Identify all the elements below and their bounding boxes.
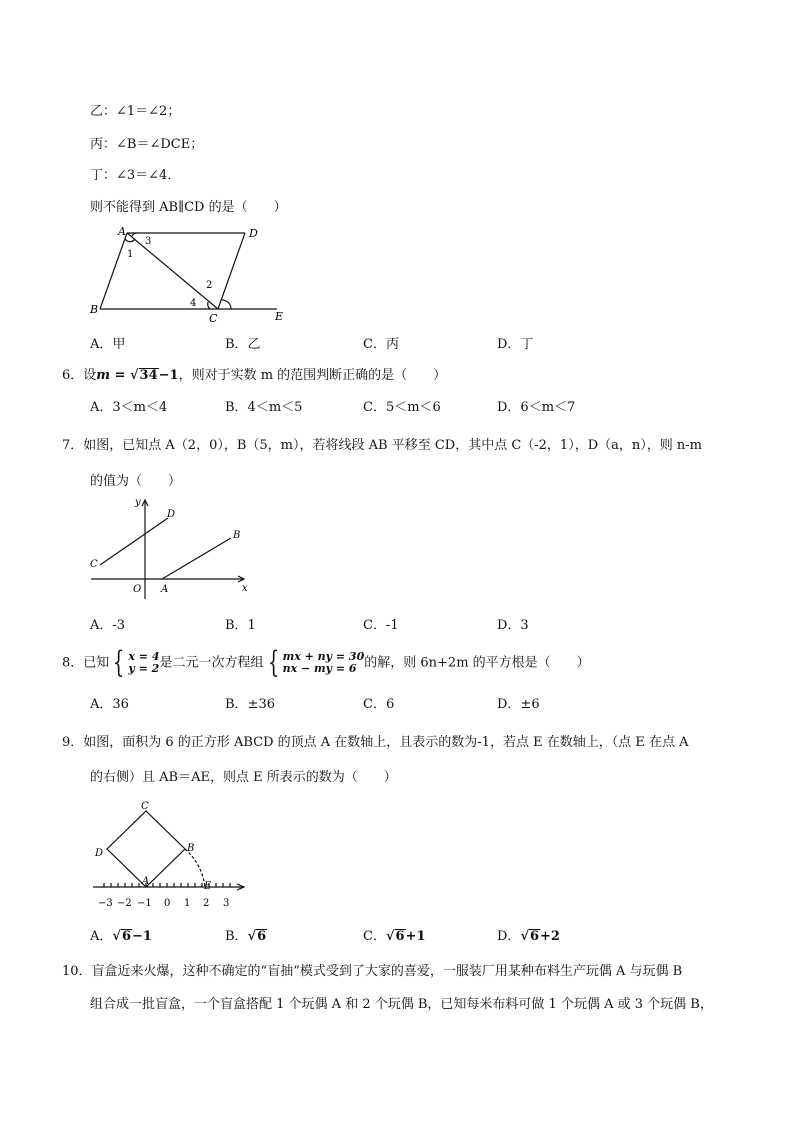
q6-stem-a: 设: [83, 368, 97, 383]
q9-tick-label: 3: [223, 898, 230, 909]
q8-equation-system: { mx + ny = 30 nx − my = 6: [267, 644, 365, 680]
q7-label-D: D: [167, 509, 176, 520]
q5-label-D: D: [249, 227, 258, 240]
q5-angle-2: 2: [206, 280, 213, 291]
q9-option-d[interactable]: D．√6+2: [497, 929, 560, 944]
q5-option-b[interactable]: B．乙: [225, 337, 261, 352]
condition-bing: 丙：∠B＝∠DCE；: [90, 137, 204, 152]
q8-option-d[interactable]: D．±6: [497, 697, 540, 712]
q8-known: 已知: [83, 655, 110, 671]
q8-sys1-row1: x = 4: [128, 649, 160, 663]
question-6-stem: 6．设m = √34−1，则对于实数 m 的范围判断正确的是（ ）: [62, 368, 447, 383]
q7-axis-y: y: [135, 497, 141, 508]
q5-option-d[interactable]: D．丁: [497, 337, 534, 352]
q7-label-A: A: [161, 584, 169, 595]
q9-label-C: C: [141, 801, 149, 812]
question-10-line1: 10．盲盒近来火爆，这种不确定的“盲抽”模式受到了大家的喜爱，一服装厂用某种布料生产玩偶 A 与玩偶 B: [62, 964, 683, 979]
q9-label-B: B: [187, 843, 195, 854]
q8-option-c[interactable]: C．6: [363, 697, 395, 712]
q6-option-b[interactable]: B．4＜m＜5: [225, 400, 303, 415]
q9-option-b[interactable]: B．√6: [225, 929, 267, 944]
q8-option-b[interactable]: B．±36: [225, 697, 275, 712]
q8-sys1-row2: y = 2: [128, 661, 160, 675]
q6-radicand: 34: [139, 368, 158, 383]
q9-tick-label: −1: [137, 898, 152, 909]
question-10-line2: 组合成一批盲盒，一个盲盒搭配 1 个玩偶 A 和 2 个玩偶 B，已知每米布料可做 1 个玩偶 A 或 3 个玩偶 B，: [90, 997, 713, 1012]
q6-stem-b: ，则对于实数 m 的范围判断正确的是（ ）: [178, 368, 447, 383]
question-7-line2: 的值为（ ）: [90, 474, 182, 489]
q6-expr-pre: m =: [96, 368, 130, 383]
q5-option-c[interactable]: C．丙: [363, 337, 399, 352]
q9-label-E: E: [204, 881, 212, 892]
q6-option-d[interactable]: D．6＜m＜7: [497, 400, 576, 415]
q7-option-a[interactable]: A．-3: [90, 618, 126, 633]
q5-label-E: E: [275, 310, 284, 323]
q7-option-c[interactable]: C．-1: [363, 618, 399, 633]
q8-mid: 是二元一次方程组: [159, 655, 264, 671]
q8-option-a[interactable]: A．36: [90, 697, 129, 712]
question-7-line1: 7．如图，已知点 A（2，0），B（5，m），若将线段 AB 平移至 CD，其中点 C（-2，1），D（a，n），则 n-m: [62, 438, 702, 453]
q8-sys2-row2: nx − my = 6: [282, 661, 357, 675]
q5-angle-1: 1: [127, 249, 134, 260]
q6-option-c[interactable]: C．5＜m＜6: [363, 400, 441, 415]
q5-option-a[interactable]: A．甲: [90, 337, 126, 352]
q5-label-A: A: [118, 225, 126, 238]
q5-label-C: C: [209, 312, 218, 325]
q7-coordinate-figure: [85, 495, 255, 605]
q9-option-c[interactable]: C．√6+1: [363, 929, 426, 944]
q9-label-A: A: [142, 876, 150, 887]
condition-yi: 乙：∠1＝∠2；: [90, 104, 181, 119]
q8-number: 8．: [62, 655, 84, 671]
q8-sys2-row1: mx + ny = 30: [282, 649, 365, 663]
q7-option-b[interactable]: B．1: [225, 618, 256, 633]
q8-end: 的解，则 6n+2m 的平方根是（ ）: [364, 655, 590, 671]
question-9-line2: 的右侧）且 AB＝AE，则点 E 所表示的数为（ ）: [90, 770, 397, 785]
q6-expr-post: −1: [158, 368, 179, 383]
q5-parallelogram-figure: [85, 222, 295, 327]
q7-label-B: B: [233, 530, 241, 541]
q9-option-a[interactable]: A．√6−1: [90, 929, 152, 944]
condition-ding: 丁：∠3＝∠4．: [90, 168, 181, 183]
q5-angle-3: 3: [145, 236, 152, 247]
q5-angle-4: 4: [190, 298, 197, 309]
q7-axis-x: x: [242, 583, 248, 594]
question-5-stem: 则不能得到 AB∥CD 的是（ ）: [90, 200, 287, 215]
q7-origin: O: [133, 584, 142, 595]
q9-tick-label: −3: [98, 898, 113, 909]
q9-tick-label: 1: [184, 898, 191, 909]
question-8-stem: [62, 644, 590, 680]
q6-number: 6．: [62, 368, 84, 383]
q7-option-d[interactable]: D．3: [497, 618, 529, 633]
q9-tick-label: 2: [203, 898, 210, 909]
q9-tick-label: 0: [164, 898, 171, 909]
q8-solution-system: { x = 4 y = 2: [113, 644, 160, 680]
q5-label-B: B: [90, 303, 99, 316]
q7-label-C: C: [90, 559, 98, 570]
question-9-line1: 9．如图，面积为 6 的正方形 ABCD 的顶点 A 在数轴上，且表示的数为-1，若点 E 在数轴上，（点 E 在点 A: [62, 735, 689, 750]
q9-number-line-figure: [85, 800, 255, 915]
q9-label-D: D: [95, 848, 104, 859]
q6-option-a[interactable]: A．3＜m＜4: [90, 400, 168, 415]
q9-tick-label: −2: [117, 898, 132, 909]
